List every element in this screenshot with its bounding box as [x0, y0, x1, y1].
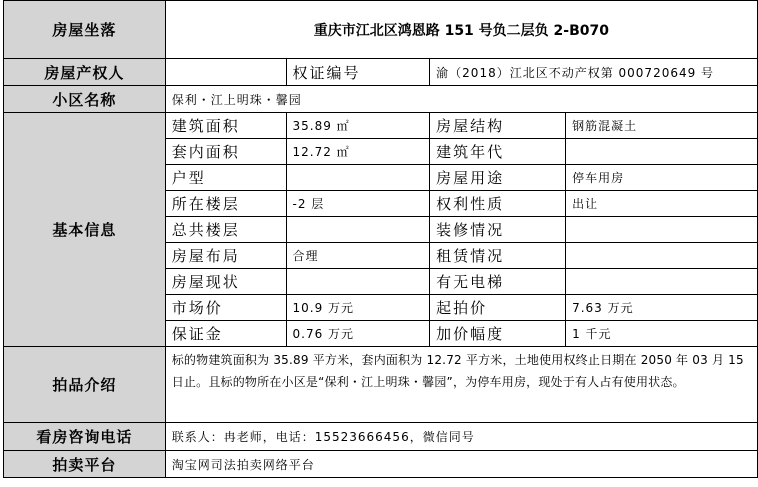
cert-value: 渝（2018）江北区不动产权第 000720649 号 [430, 59, 758, 86]
row-location [4, 1, 758, 59]
basic-right-label: 房屋结构 [430, 113, 566, 139]
contact-value: 联系人：冉老师，电话：15523666456，微信同号 [165, 423, 757, 451]
basic-left-label: 总共楼层 [165, 217, 286, 243]
community-value: 保利・江上明珠・馨园 [165, 86, 757, 113]
basic-right-value: 钢筋混凝土 [566, 113, 758, 139]
basic-left-value: 35.89 ㎡ [286, 113, 430, 139]
platform-value: 淘宝网司法拍卖网络平台 [165, 451, 757, 478]
basic-left-value: 12.72 ㎡ [286, 139, 430, 165]
basic-left-label: 户型 [165, 165, 286, 191]
intro-value: 标的物建筑面积为 35.89 平方米，套内面积为 12.72 平方米，土地使用权终止日期在 2050 年 03 月 15 日止。且标的物所在小区是“保利・江上明珠・馨园”，为停车用房，现处于有人占有使用状态。 [165, 347, 757, 423]
basic-right-label: 权利性质 [430, 191, 566, 217]
basic-left-value: 10.9 万元 [286, 295, 430, 321]
basic-right-value: 7.63 万元 [566, 295, 758, 321]
basic-left-value: 0.76 万元 [286, 321, 430, 347]
basic-left-label: 所在楼层 [165, 191, 286, 217]
basic-right-label: 加价幅度 [430, 321, 566, 347]
basic-right-value: 出让 [566, 191, 758, 217]
location-header: 房屋坐落 [4, 1, 166, 59]
table-body [4, 1, 758, 478]
contact-header: 看房咨询电话 [4, 423, 166, 451]
owner-value [165, 59, 286, 86]
intro-header: 拍品介绍 [4, 347, 166, 423]
basic-left-value [286, 269, 430, 295]
basic-left-value: 合理 [286, 243, 430, 269]
basic-info-header: 基本信息 [4, 113, 166, 347]
basic-left-label: 套内面积 [165, 139, 286, 165]
property-auction-info-table [3, 0, 758, 478]
row-contact [4, 423, 758, 451]
basic-left-value [286, 165, 430, 191]
platform-header: 拍卖平台 [4, 451, 166, 478]
basic-left-label: 房屋布局 [165, 243, 286, 269]
row-owner [4, 59, 758, 86]
community-header: 小区名称 [4, 86, 166, 113]
basic-right-value: 1 千元 [566, 321, 758, 347]
location-value: 重庆市江北区鸿恩路 151 号负二层负 2-B070 [165, 1, 757, 59]
basic-right-label: 建筑年代 [430, 139, 566, 165]
row-intro [4, 347, 758, 423]
owner-header: 房屋产权人 [4, 59, 166, 86]
basic-right-label: 租赁情况 [430, 243, 566, 269]
row-community [4, 86, 758, 113]
basic-right-label: 装修情况 [430, 217, 566, 243]
basic-left-label: 保证金 [165, 321, 286, 347]
cert-label: 权证编号 [286, 59, 430, 86]
basic-right-value [566, 139, 758, 165]
basic-left-label: 房屋现状 [165, 269, 286, 295]
basic-right-label: 房屋用途 [430, 165, 566, 191]
basic-row [4, 113, 758, 139]
basic-left-value: -2 层 [286, 191, 430, 217]
row-platform [4, 451, 758, 478]
basic-right-label: 有无电梯 [430, 269, 566, 295]
basic-right-value: 停车用房 [566, 165, 758, 191]
basic-right-value [566, 269, 758, 295]
basic-left-label: 建筑面积 [165, 113, 286, 139]
basic-right-label: 起拍价 [430, 295, 566, 321]
basic-right-value [566, 243, 758, 269]
basic-right-value [566, 217, 758, 243]
basic-left-label: 市场价 [165, 295, 286, 321]
basic-left-value [286, 217, 430, 243]
